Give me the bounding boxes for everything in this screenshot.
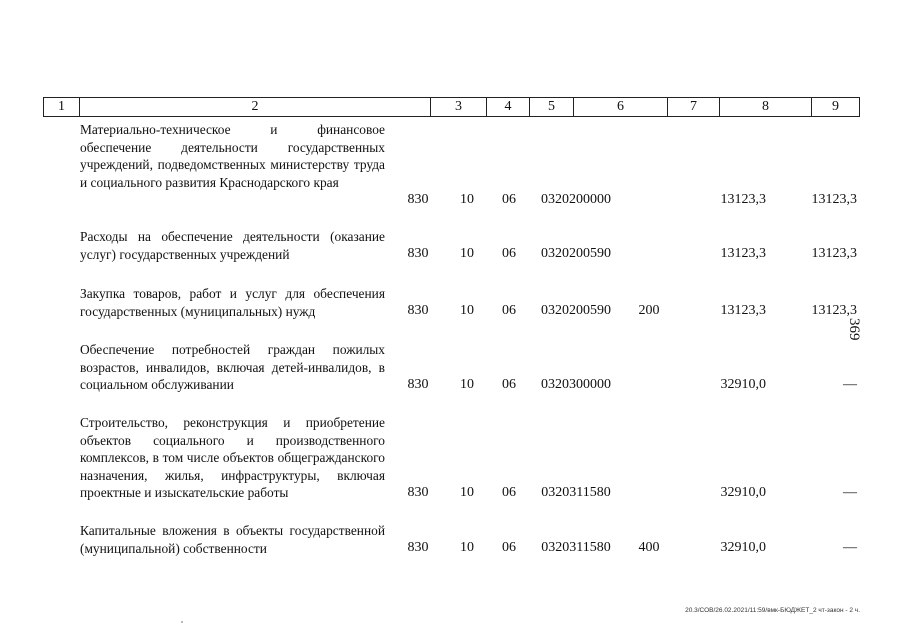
header-col-7: 7 [667,98,719,116]
row-col-5: 06 [502,485,516,500]
row-col-8: 32910,0 [720,485,766,500]
row-col-3: 830 [407,303,429,318]
row-description: Расходы на обеспечение деятельности (оказание услуг) государственных учреждений [80,229,385,262]
header-col-9: 9 [811,98,859,116]
row-col-6: 0320200000 [541,192,611,207]
row-col-3: 830 [407,192,429,207]
row-col-4: 10 [460,485,474,500]
row-col-5: 06 [502,246,516,261]
header-col-3: 3 [430,98,486,116]
scan-speck [181,621,183,623]
row-col-6: 0320200590 [541,246,611,261]
row-col-6: 0320311580 [541,485,611,500]
header-col-5: 5 [529,98,573,116]
header-col-4: 4 [486,98,529,116]
row-col-8: 13123,3 [720,303,766,318]
row-col-9: 13123,3 [811,246,857,261]
row-description: Строительство, реконструкция и приобретение объектов социального и производственного комплексов, в том числе объектов общегражданского назначения, жилья, инфраструктуры, включая проектные и изыскательские работы [80,415,385,500]
row-col-5: 06 [502,540,516,555]
row-col-7: 200 [638,303,660,318]
page-number: 369 [846,318,862,341]
header-col-8: 8 [719,98,811,116]
header-col-6: 6 [573,98,667,116]
row-col-3: 830 [407,485,429,500]
row-col-4: 10 [460,303,474,318]
row-col-8: 32910,0 [720,377,766,392]
row-col-3: 830 [407,246,429,261]
row-col-8: 13123,3 [720,192,766,207]
row-col-6: 0320311580 [541,540,611,555]
row-col-9: — [843,377,857,392]
row-col-5: 06 [502,192,516,207]
row-col-7: 400 [638,540,660,555]
table-header-row [43,97,860,117]
row-col-9: 13123,3 [811,192,857,207]
row-description: Закупка товаров, работ и услуг для обеспечения государственных (муниципальных) нужд [80,286,385,319]
row-col-5: 06 [502,303,516,318]
header-col-1: 1 [58,99,65,114]
row-col-6: 0320300000 [541,377,611,392]
row-description: Обеспечение потребностей граждан пожилых возрастов, инвалидов, включая детей-инвалидов, в социальном обслуживании [80,342,385,392]
row-col-3: 830 [407,377,429,392]
row-description: Капитальные вложения в объекты государственной (муниципальной) собственности [80,523,385,556]
row-col-4: 10 [460,377,474,392]
row-col-9: — [843,540,857,555]
row-col-4: 10 [460,246,474,261]
row-col-9: — [843,485,857,500]
row-col-4: 10 [460,192,474,207]
row-col-4: 10 [460,540,474,555]
row-col-8: 13123,3 [720,246,766,261]
row-col-5: 06 [502,377,516,392]
row-description: Материально-техническое и финансовое обеспечение деятельности государственных учреждений, подведомственных министерству труда и социального развития Краснодарского края [80,122,385,190]
row-col-3: 830 [407,540,429,555]
row-col-9: 13123,3 [811,303,857,318]
header-col-2: 2 [79,98,430,116]
row-col-6: 0320200590 [541,303,611,318]
row-col-8: 32910,0 [720,540,766,555]
document-footer: 20.3/СОВ/26.02.2021/11:59/вмк-БЮДЖЕТ_2 чт-закон - 2 ч. [685,607,860,614]
